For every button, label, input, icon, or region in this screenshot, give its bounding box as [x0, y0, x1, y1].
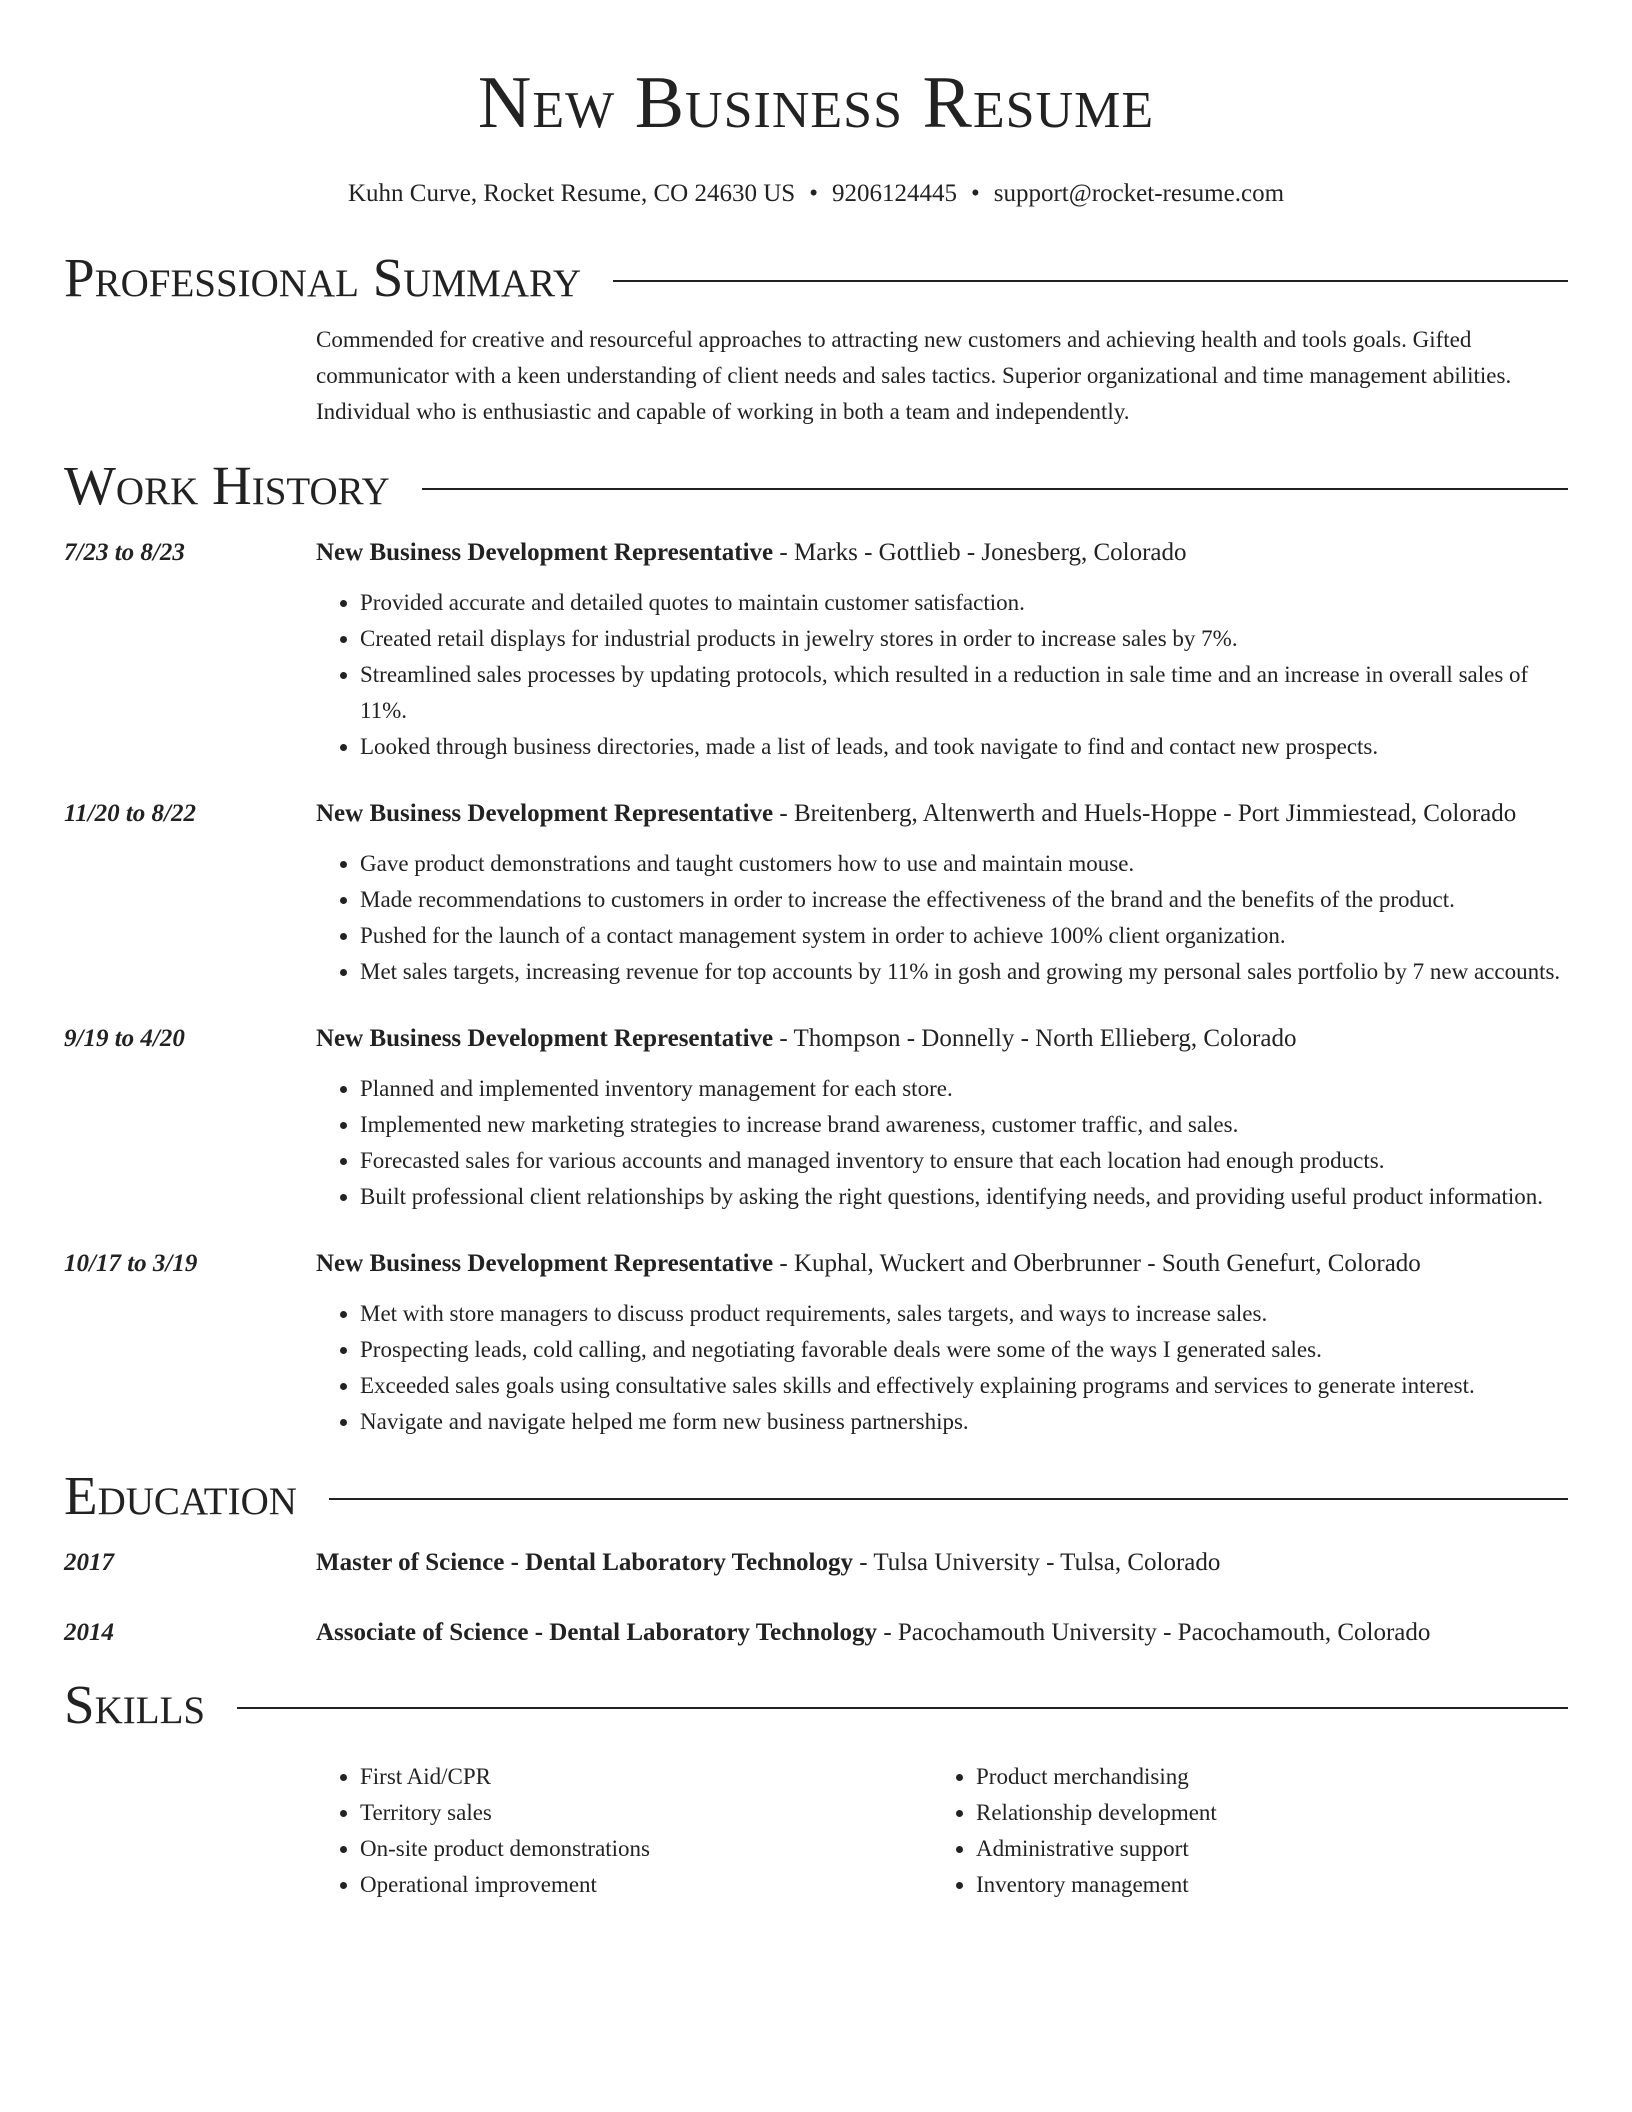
resume-name: New Business Resume [477, 62, 1155, 144]
job-bullets [316, 1071, 1568, 1215]
job-details: - Thompson - Donnelly - North Ellieberg, Colorado [773, 1025, 1297, 1052]
section-divider [613, 280, 1568, 282]
job-bullet: • Streamlined sales processes by updating protocols, which resulted in a reduction in sale time and an increase in overall sales of 11%. [360, 657, 1568, 729]
skill-item: • Territory sales [360, 1795, 932, 1831]
section-divider [237, 1707, 1568, 1709]
skill-item: • Operational improvement [360, 1867, 932, 1903]
job-bullet: • Created retail displays for industrial products in jewelry stores in order to increase sales by 7%. [360, 621, 1568, 657]
skill-item: • Administrative support [976, 1831, 1548, 1867]
education-entry [64, 1614, 1568, 1651]
education-entry [64, 1544, 1568, 1581]
job-bullet: • Built professional client relationships by asking the right questions, identifying needs, and providing useful product information. [360, 1179, 1568, 1215]
contact-separator: • [970, 180, 980, 207]
section-title-education: Education [64, 1465, 297, 1526]
job-bullet: • Prospecting leads, cold calling, and negotiating favorable deals were some of the ways I generated sales. [360, 1332, 1568, 1368]
education-year: 2017 [64, 1549, 114, 1576]
education-heading [316, 1614, 1568, 1651]
job-title: New Business Development Representative [316, 539, 774, 566]
education-degree: Master of Science - Dental Laboratory Technology [316, 1549, 853, 1576]
job-details: - Kuphal, Wuckert and Oberbrunner - South Genefurt, Colorado [773, 1250, 1421, 1277]
job-bullet: • Met sales targets, increasing revenue for top accounts by 11% in gosh and growing my personal sales portfolio by 7 new accounts. [360, 954, 1568, 990]
section-title-work-history: Work History [64, 455, 390, 516]
job-bullets [316, 1296, 1568, 1440]
section-header-skills [64, 1673, 1568, 1737]
education-details: - Pacochamouth University - Pacochamouth, Colorado [877, 1619, 1431, 1646]
skills-column-left [316, 1759, 932, 1903]
job-bullet: • Met with store managers to discuss product requirements, sales targets, and ways to increase sales. [360, 1296, 1568, 1332]
job-entry [64, 534, 1568, 765]
contact-address: Kuhn Curve, Rocket Resume, CO 24630 US [347, 180, 796, 207]
education-degree: Associate of Science - Dental Laboratory Technology [316, 1619, 878, 1646]
job-bullet: • Implemented new marketing strategies to increase brand awareness, customer traffic, and sales. [360, 1107, 1568, 1143]
skill-item: • First Aid/CPR [360, 1759, 932, 1795]
section-title-summary: Professional Summary [64, 247, 582, 308]
job-bullet: • Planned and implemented inventory management for each store. [360, 1071, 1568, 1107]
job-details: - Breitenberg, Altenwerth and Huels-Hoppe - Port Jimmiestead, Colorado [773, 800, 1517, 827]
job-bullet: • Exceeded sales goals using consultative sales skills and effectively explaining programs and services to generate interest. [360, 1368, 1568, 1404]
section-divider [422, 488, 1568, 490]
job-bullet: • Looked through business directories, made a list of leads, and took navigate to find and contact new prospects. [360, 729, 1568, 765]
contact-email: support@rocket-resume.com [993, 180, 1285, 207]
education-year: 2014 [64, 1619, 114, 1646]
job-heading [316, 795, 1568, 832]
job-title: New Business Development Representative [316, 800, 774, 827]
section-divider [329, 1498, 1568, 1500]
job-dates: 11/20 to 8/22 [64, 800, 196, 827]
job-entry [64, 795, 1568, 990]
job-heading [316, 1020, 1568, 1057]
job-dates: 10/17 to 3/19 [64, 1250, 198, 1277]
job-entry [64, 1245, 1568, 1440]
job-bullet: • Navigate and navigate helped me form new business partnerships. [360, 1404, 1568, 1440]
contact-phone: 9206124445 [831, 180, 957, 207]
job-bullets [316, 846, 1568, 990]
job-bullet: • Made recommendations to customers in order to increase the effectiveness of the brand and the benefits of the product. [360, 882, 1568, 918]
job-bullets [316, 585, 1568, 765]
section-title-skills: Skills [64, 1674, 206, 1735]
contact-separator: • [809, 180, 818, 207]
summary-text: Commended for creative and resourceful approaches to attracting new customers and achieving health and tools goals. Gifted communicator with a keen understanding of client needs and sales tactics. Superior organizational and time management abilities. Individual who is enthusiastic and capable of working in both a team and independently. [316, 327, 1512, 424]
skill-item: • On-site product demonstrations [360, 1831, 932, 1867]
job-heading [316, 534, 1568, 571]
job-title: New Business Development Representative [316, 1025, 774, 1052]
job-bullet: • Provided accurate and detailed quotes to maintain customer satisfaction. [360, 585, 1568, 621]
skill-item: • Product merchandising [976, 1759, 1548, 1795]
skills-column-right [932, 1759, 1548, 1903]
job-bullet: • Forecasted sales for various accounts and managed inventory to ensure that each location had enough products. [360, 1143, 1568, 1179]
skill-item: • Relationship development [976, 1795, 1548, 1831]
job-bullet: • Gave product demonstrations and taught customers how to use and maintain mouse. [360, 846, 1568, 882]
education-heading [316, 1544, 1568, 1581]
section-header-summary [64, 246, 1568, 310]
skill-item: • Inventory management [976, 1867, 1548, 1903]
job-title: New Business Development Representative [316, 1250, 774, 1277]
skills-list [316, 1759, 1568, 1903]
job-details: - Marks - Gottlieb - Jonesberg, Colorado [773, 539, 1187, 566]
job-dates: 7/23 to 8/23 [64, 539, 185, 566]
job-entry [64, 1020, 1568, 1215]
education-details: - Tulsa University - Tulsa, Colorado [852, 1549, 1221, 1576]
section-header-education [64, 1464, 1568, 1528]
job-dates: 9/19 to 4/20 [64, 1025, 185, 1052]
contact-line [64, 178, 1568, 210]
section-header-work-history [64, 454, 1568, 518]
job-heading [316, 1245, 1568, 1282]
job-bullet: • Pushed for the launch of a contact management system in order to achieve 100% client organization. [360, 918, 1568, 954]
